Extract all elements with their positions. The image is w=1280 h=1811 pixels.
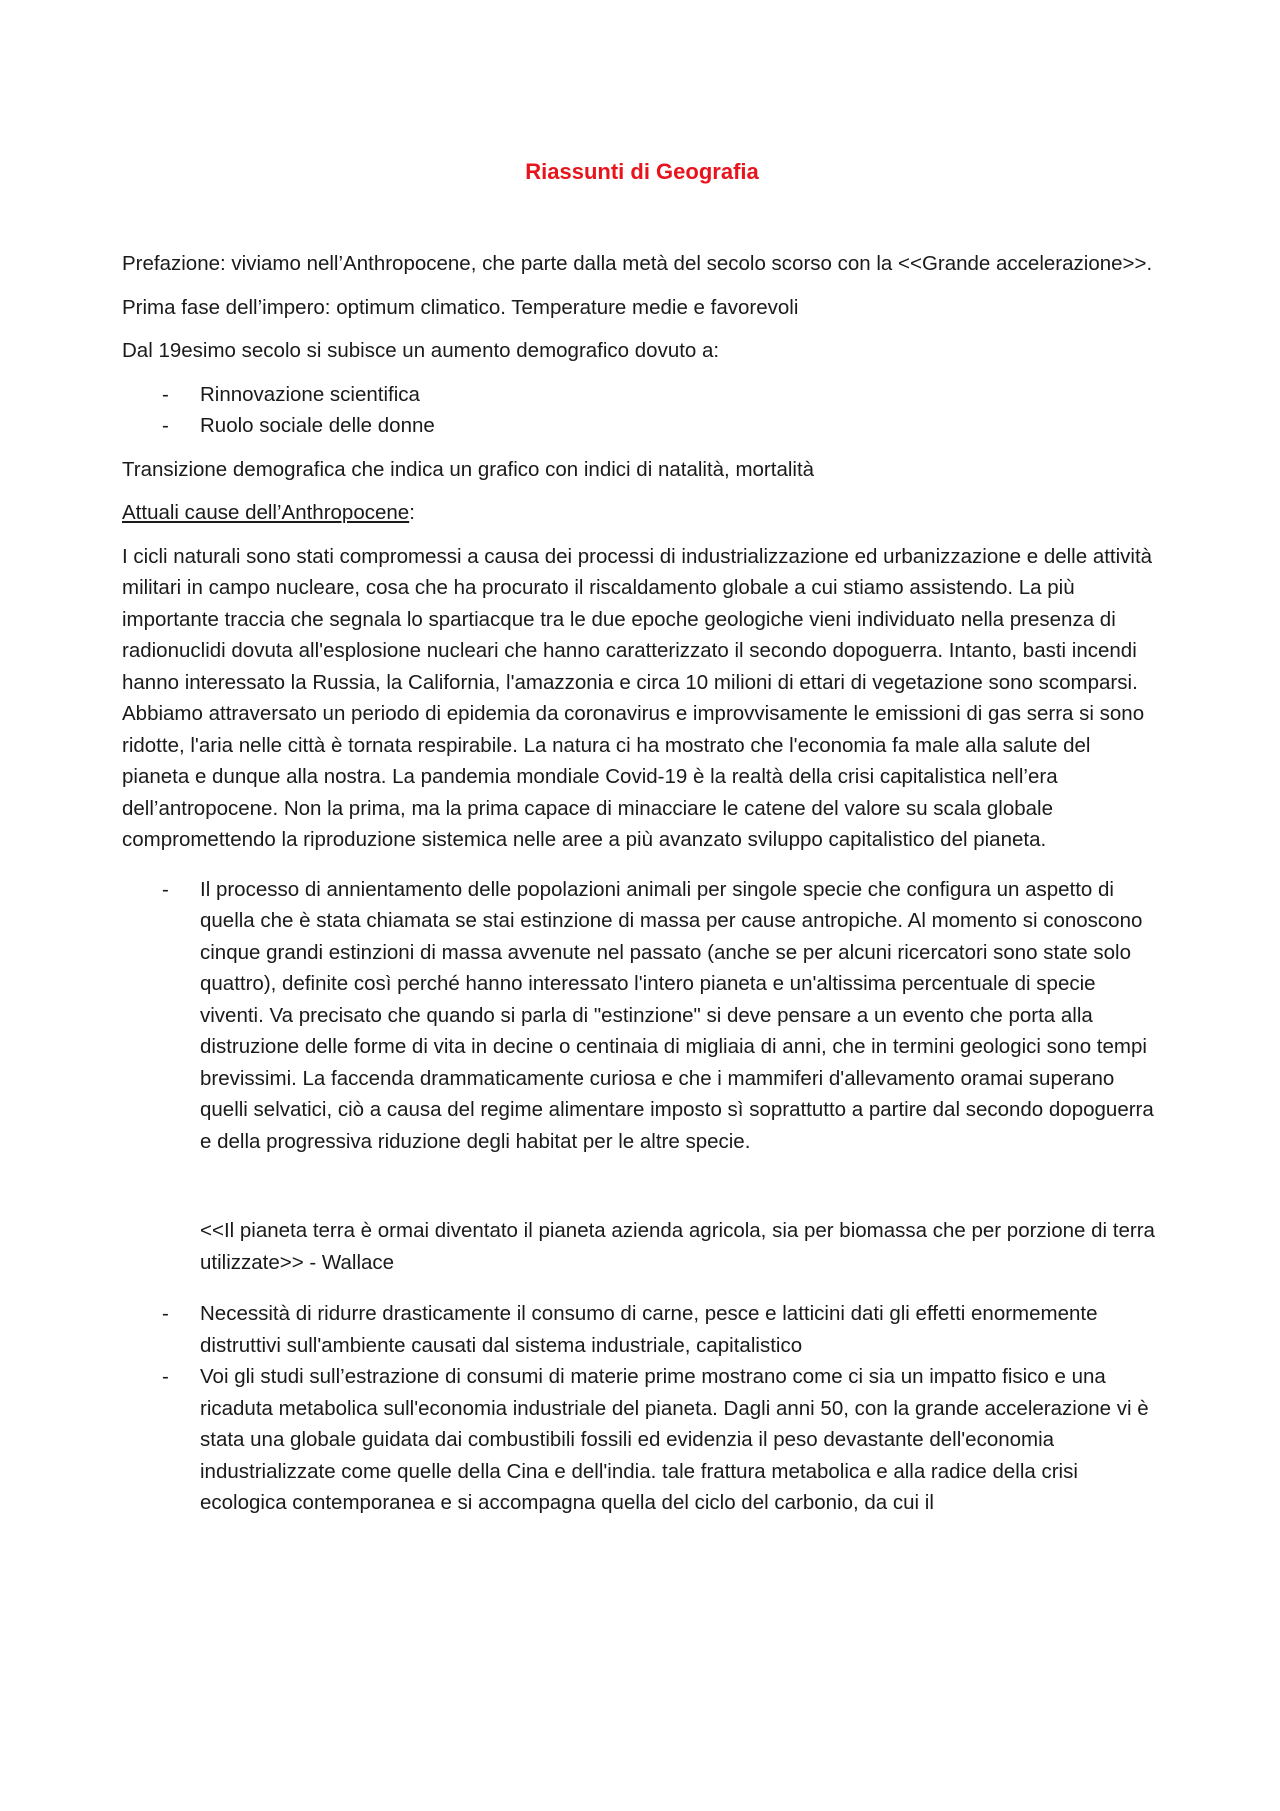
- document-body: [122, 150, 1162, 1531]
- main-paragraph: I cicli naturali sono stati compromessi a causa dei processi di industrializzazione ed urbanizzazione e delle attività militari in campo nucleare, cosa che ha procurato il riscaldamento globale a cui stiamo assistendo. La più importante traccia che segnala lo spartiacque tra le due epoche geologiche vieni individuato nella presenza di radionuclidi dovuta all'esplosione nucleari che hanno caratterizzato il secondo dopoguerra. Intanto, basti incendi hanno interessato la Russia, la California, l'amazzonia e circa 10 milioni di ettari di vegetazione sono scomparsi. Abbiamo attraversato un periodo di epidemia da coronavirus e improvvisamente le emissioni di gas serra si sono ridotte, l'aria nelle città è tornata respirabile. La natura ci ha mostrato che l'economia fa male alla salute del pianeta e dunque alla nostra. La pandemia mondiale Covid-19 è la realtà della crisi capitalistica nell’era dell’antropocene. Non la prima, ma la prima capace di minacciare le catene del valore su scala globale compromettendo la riproduzione sistemica nelle aree a più avanzato sviluppo capitalistico del pianeta.: [122, 544, 1153, 851]
- demographic-intro-paragraph: Dal 19esimo secolo si subisce un aumento demografico dovuto a:: [122, 339, 720, 362]
- wallace-quote: <<Il pianeta terra è ormai diventato il pianeta azienda agricola, sia per biomassa che per porzione di terra utilizzate>> - Wallace: [200, 1219, 1155, 1274]
- list-item-text: Rinnovazione scientifica: [200, 382, 420, 406]
- demographic-causes-list: [122, 379, 1162, 442]
- bullet-dash: -: [162, 382, 169, 406]
- causes-heading-text: Attuali cause dell’Anthropocene: [122, 501, 410, 524]
- list-item: [122, 874, 1162, 1158]
- bullet-dash: -: [162, 414, 169, 437]
- preface-paragraph: Prefazione: viviamo nell’Anthropocene, che parte dalla metà del secolo scorso con la <<Grande accelerazione>>.: [122, 252, 1153, 275]
- list-item: [122, 1361, 1162, 1519]
- list-item-text: Il processo di annientamento delle popolazioni animali per singole specie che configura un aspetto di quella che è stata chiamata se stai estinzione di massa per cause antropiche. Al momento si conoscono cinque grandi estinzioni di massa avvenute nel passato (anche se per alcuni ricercatori sono state solo quattro), definite così perché hanno interessato l'intero pianeta e un'altissima percentuale di specie viventi. Va precisato che quando si parla di "estinzione" si deve pensare a un evento che porta alla distruzione delle forme di vita in decine o centinaia di migliaia di anni, che in termini geologici sono tempi brevissimi. La faccenda drammaticamente curiosa e che i mammiferi d'allevamento oramai superano quelli selvatici, ciò a causa del regime alimentare imposto sì soprattutto a partire dal secondo dopoguerra e della progressiva riduzione degli habitat per le altre specie.: [200, 877, 1154, 1153]
- final-bullets-list: [122, 1298, 1162, 1519]
- list-item: [122, 379, 1162, 411]
- extinction-list: [122, 874, 1162, 1158]
- first-phase-paragraph: Prima fase dell’impero: optimum climatico. Temperature medie e favorevoli: [122, 295, 799, 319]
- list-item: [122, 1298, 1162, 1361]
- list-item-text: Necessità di ridurre drasticamente il consumo di carne, pesce e latticini dati gli effetti enormemente distruttivi sull'ambiente causati dal sistema industriale, capitalistico: [200, 1302, 1098, 1357]
- causes-heading-colon: :: [409, 501, 415, 524]
- transition-paragraph: Transizione demografica che indica un grafico con indici di natalità, mortalità: [122, 457, 815, 481]
- list-item: [122, 410, 1162, 442]
- list-item-text: Voi gli studi sull’estrazione di consumi di materie prime mostrano come ci sia un impatto fisico e una ricaduta metabolica sull'economia industriale del pianeta. Dagli anni 50, con la grande accelerazione vi è stata una globale guidata dai combustibili fossili ed evidenzia il peso devastante dell'economia industrializzate come quelle della Cina e dell'india. tale frattura metabolica e alla radice della crisi ecologica contemporanea e si accompagna quella del ciclo del carbonio, da cui il: [200, 1365, 1149, 1514]
- bullet-dash: -: [162, 1302, 169, 1325]
- document-title: Riassunti di Geografia: [525, 159, 759, 184]
- bullet-dash: -: [162, 1365, 169, 1388]
- causes-heading: [122, 497, 1162, 529]
- bullet-dash: -: [162, 877, 169, 901]
- list-item-text: Ruolo sociale delle donne: [200, 414, 435, 437]
